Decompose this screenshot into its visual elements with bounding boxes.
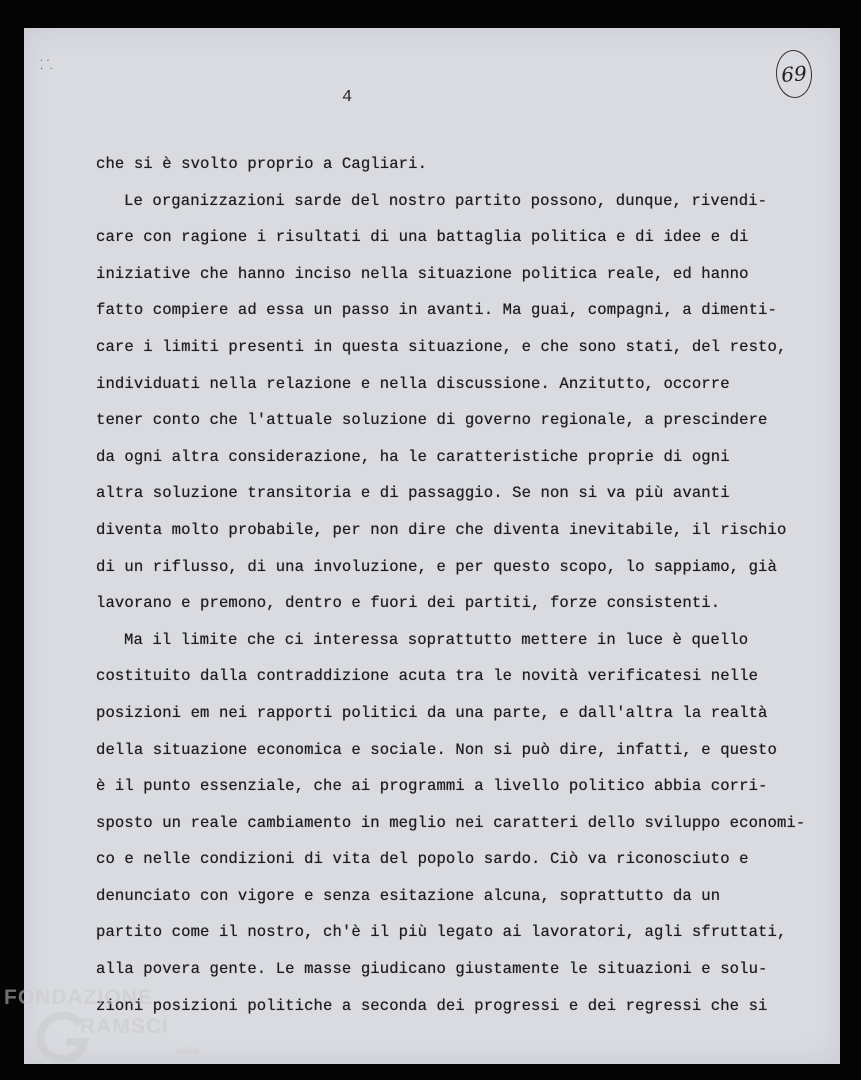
- text-line: zioni posizioni politiche a seconda dei progressi e dei regressi che si: [96, 996, 768, 1015]
- page-number: 4: [342, 88, 353, 107]
- text-line: alla povera gente. Le masse giudicano giustamente le situazioni e solu-: [96, 960, 768, 979]
- text-line: fatto compiere ad essa un passo in avanti. Ma guai, compagni, a dimenti-: [96, 301, 777, 320]
- text-line: posizioni em nei rapporti politici da una parte, e dall'altra la realtà: [96, 703, 768, 722]
- fondazione-gramsci-watermark: [4, 986, 224, 1076]
- typewritten-text: [94, 146, 834, 1024]
- text-line: è il punto essenziale, che ai programmi a livello politico abbia corri-: [96, 777, 768, 796]
- text-line: diventa molto probabile, per non dire che diventa inevitabile, il rischio: [96, 520, 787, 539]
- text-line: lavorano e premono, dentro e fuori dei partiti, forze consistenti.: [96, 594, 721, 613]
- document-sheet: [24, 28, 840, 1064]
- text-line: di un riflusso, di una involuzione, e per questo scopo, lo sappiamo, già: [96, 557, 777, 576]
- text-line: care con ragione i risultati di una battaglia politica e di idee e di: [96, 228, 749, 247]
- text-line: individuati nella relazione e nella discussione. Anzitutto, occorre: [96, 374, 730, 393]
- archive-number-stamp: [774, 49, 813, 99]
- text-line: iniziative che hanno inciso nella situazione politica reale, ed hanno: [96, 264, 749, 283]
- text-line: Le organizzazioni sarde del nostro partito possono, dunque, rivendi-: [124, 191, 768, 210]
- punch-marks: · · · ·: [40, 56, 53, 75]
- text-line: da ogni altra considerazione, ha le caratteristiche proprie di ogni: [96, 447, 730, 466]
- watermark-line2: RAMSCI: [80, 1015, 169, 1038]
- text-line: che si è svolto proprio a Cagliari.: [96, 155, 428, 173]
- text-line: della situazione economica e sociale. Non si può dire, infatti, e questo: [96, 740, 777, 759]
- text-line: tener conto che l'attuale soluzione di governo regionale, a prescindere: [96, 411, 768, 430]
- archive-number: 69: [780, 61, 808, 87]
- text-line: altra soluzione transitoria e di passaggio. Se non si va più avanti: [96, 484, 730, 503]
- text-line: care i limiti presenti in questa situazione, e che sono stati, del resto,: [96, 337, 787, 356]
- text-line: partito come il nostro, ch'è il più legato ai lavoratori, agli sfruttati,: [96, 923, 787, 942]
- text-line: sposto un reale cambiamento in meglio nei caratteri dello sviluppo economi-: [96, 813, 806, 832]
- text-line: Ma il limite che ci interessa soprattutto mettere in luce è quello: [124, 630, 749, 649]
- text-line: denunciato con vigore e senza esitazione alcuna, soprattutto da un: [96, 886, 721, 905]
- watermark-sub: onlus: [176, 1046, 200, 1057]
- text-line: costituito dalla contraddizione acuta tra le novità verificatesi nelle: [96, 667, 759, 686]
- text-line: co e nelle condizioni di vita del popolo sardo. Ciò va riconosciuto e: [96, 850, 749, 869]
- watermark-line1: FONDAZIONE: [4, 986, 153, 1009]
